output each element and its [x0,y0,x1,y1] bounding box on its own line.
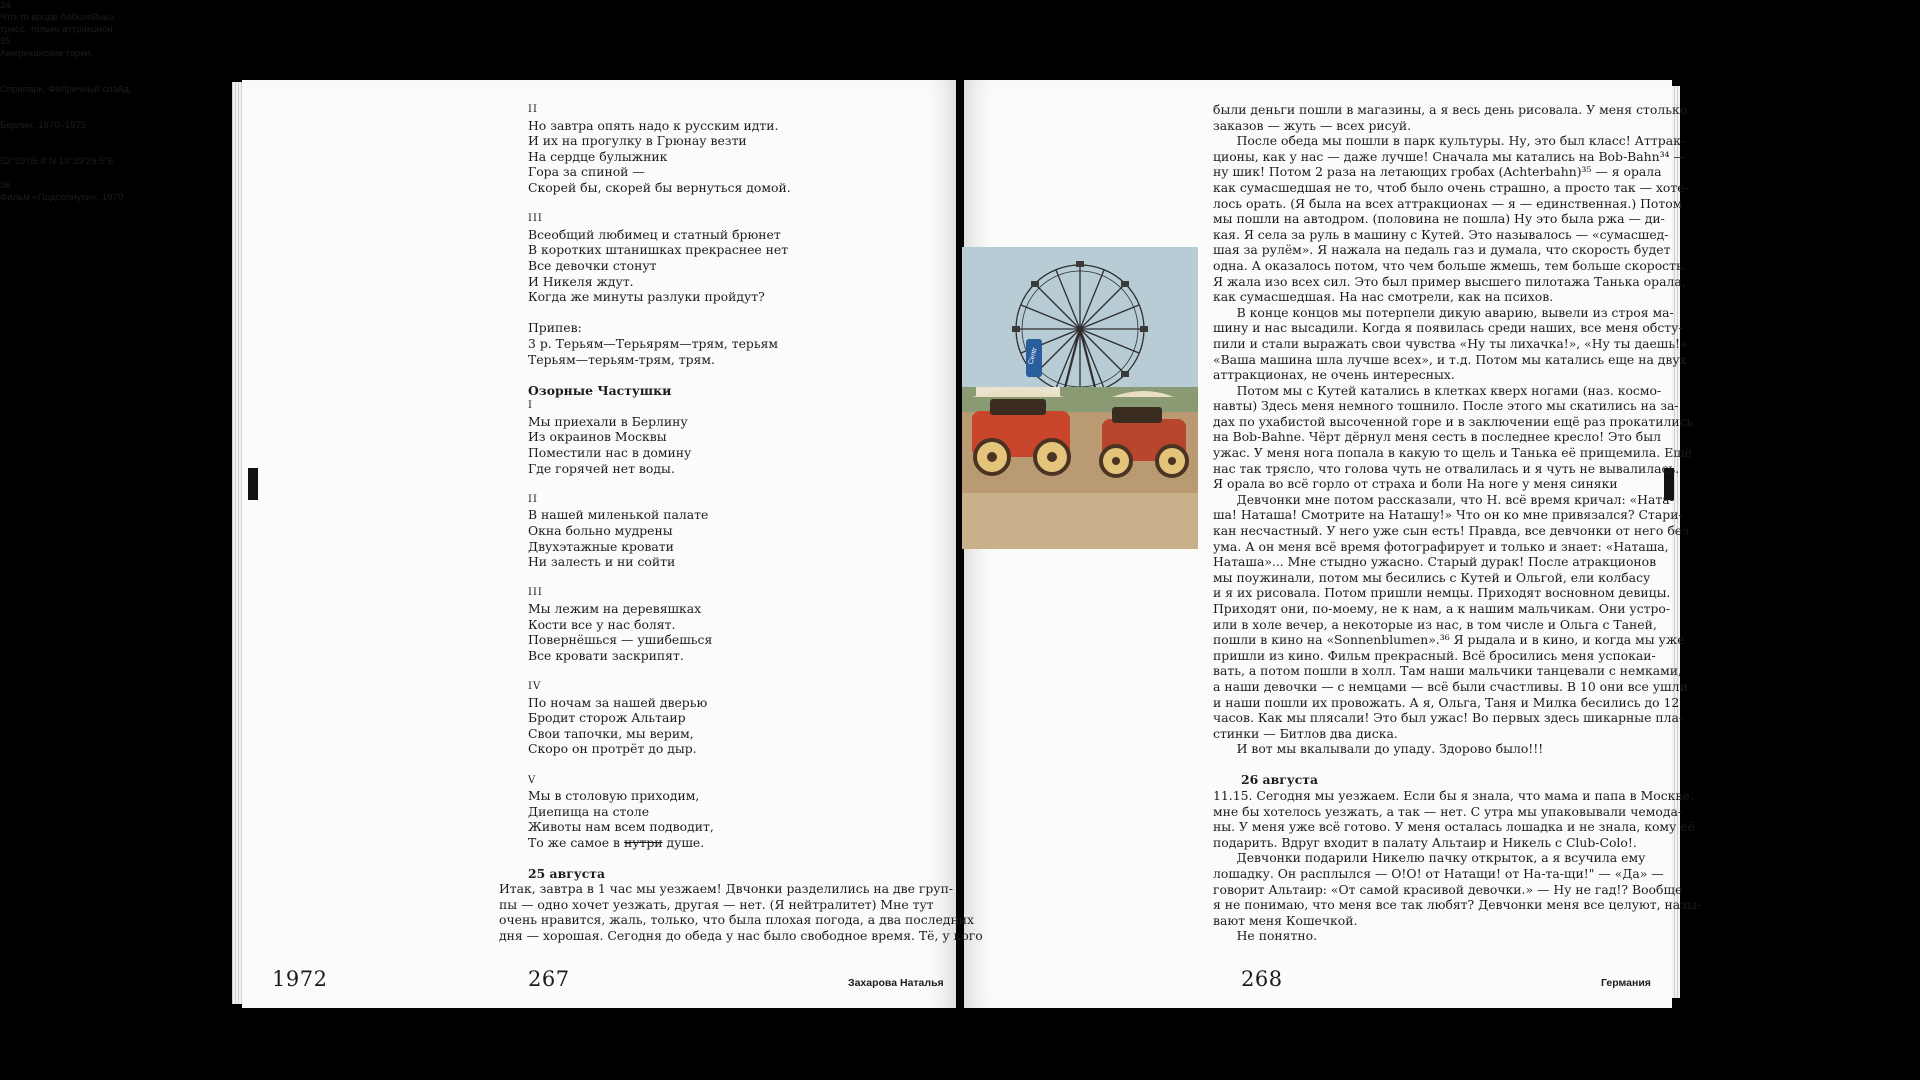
stanza-number: III [528,213,543,225]
footnote-text: Что-то вроде бобслейных трасс, только аттракцион. [0,12,116,35]
text-line: ны. У меня уже всё готово. У меня осталась лошадка и не знала, кому её [1213,819,1695,835]
section-heading: Озорные Частушки [528,382,672,398]
stanza-gap [528,851,791,867]
text-line: ума. А он меня всё время фотографирует и только и знает: «Наташа, [1213,538,1669,554]
text-line: а наши девочки — с немцами — всё были счастливы. В 10 они все ушли [1213,678,1688,694]
stanza-gap [528,196,791,212]
text-line: Мы приехали в Берлину [528,413,688,429]
text-line: лошадку. Он расплылся — О!О! от Натащи! от На-та-щи!" — «Да» — [1213,865,1664,881]
folio-page-right: 268 [1241,967,1283,991]
text-line: дах по ухабистой высоченной горе и в заключении ещё раз прокатились [1213,413,1694,429]
footnote-text: Фильм «Подсолнухи», 1970 [0,192,124,203]
stanza-number: II [528,104,538,115]
stanza-number: III [528,587,543,599]
text-line: мы пошли на автодром. (половина не пошла) Ну это была ржа — ди- [1213,211,1665,227]
text-line: И вот мы вкалывали до упаду. Здорово было!!! [1213,741,1544,757]
poem-text [528,102,791,882]
text-line: Итак, завтра в 1 час мы уезжаем! Двчонки разделились на две груп- [499,881,954,896]
footnote-number: 35 [0,36,11,47]
text-line: Наташа»... Мне стыдно ужасно. Старый дурак! После атракционов [1213,554,1657,570]
text-line: «Ваша машина шла лучше всех», и т.д. Потом мы катались еще на двух [1213,351,1687,367]
text-line: заказов — жуть — всех рисуй. [1213,117,1412,133]
text-line: Все кровати заскрипят. [528,647,684,663]
text-line: Кости все у нас болят. [528,616,676,632]
text-line: Я орала во всё горло от страха и боли На ноге у меня синяки [1213,476,1618,492]
text-line: пришли из кино. Фильм прекрасный. Всё бросились меня успокаи- [1213,647,1656,663]
text-line: Приходят они, по-моему, не к нам, а к нашим мальчикам. Они устро- [1213,601,1671,616]
text-line: пили и стали выражать свои чувства «Ну ты лихачка!», «Ну ты даешь!» [1213,335,1688,351]
text-line: Девчонки мне потом рассказали, что Н. всё время кричал: «Ната- [1213,491,1674,507]
stanza-gap [528,570,791,586]
running-head-country: Германия [1601,977,1651,989]
text-line: вать, а потом пошли в холл. Там наши мальчики танцевали с немками, [1213,663,1682,679]
text-line: ну шик! Потом 2 раза на летающих гробах (Achterbahn)³⁵ — я орала [1213,164,1662,180]
text-line: Всеобщий любимец и статный брюнет [528,226,781,242]
text-line: Гора за спиной — [528,164,645,180]
text-line: Свои тапочки, мы верим, [528,725,694,741]
text-line: мне бы хотелось уезжать, а так — нет. С утра мы упаковывали чемода- [1213,803,1683,819]
footnote-number: 36 [0,180,11,191]
text-line: шая за рулём». Я нажала на педаль газ и думала, что скорость будет [1213,242,1671,258]
text-line: Мы лежим на деревяшках [528,601,702,616]
stanza-gap [528,305,791,321]
text-line: Где горячей нет воды. [528,460,675,476]
text-line: я не понимаю, что меня все так любят? Девчонки меня все целуют, назы- [1213,897,1701,913]
text-line: Животы нам всем подводит, [528,819,714,835]
text-line: ужас. У меня нога попала в какую то щель и Танька её прищемила. Ещё [1213,445,1693,461]
text-line: Бродит сторож Альтаир [528,710,686,726]
entry-date-heading: 26 августа [1241,772,1318,787]
text-line: одна. А оказалось потом, что чем больше жмешь, тем больше скорость. [1213,257,1687,273]
text-line: подарить. Вдруг входит в палату Альтаир и Никель с Club-Colo!. [1213,834,1637,850]
ferris-wheel-illustration [962,247,1198,549]
photo-caption-coordinates: 52°29'05.4"N 13°29'29.5"E [0,156,115,167]
footnote-text: Американские горки. [0,48,93,59]
text-line: и я их рисовала. Потом пришли немцы. Приходят восновном девицы. [1213,585,1671,601]
diary-entry-text [499,881,983,943]
text-line: были деньги пошли в магазины, а я весь день рисовала. У меня столько [1213,102,1688,117]
stanza-gap [528,757,791,773]
stanza-gap [528,663,791,679]
text-line: Мы в столовую приходим, [528,788,700,804]
text-line: вают меня Кошечкой. [1213,912,1358,928]
text-line: То же самое в нутри душе. [528,834,705,850]
text-line: кан несчастный. У него уже сын есть! Правда, все девчонки от него без [1213,523,1689,539]
text-line: Потом мы с Кутей катались в клетках кверх ногами (наз. космо- [1213,382,1662,398]
text-line: навты) Здесь меня немного тошнило. После этого мы скатились на за- [1213,398,1679,414]
thumb-index-mark-left [248,468,258,500]
text-line: Не понятно. [1213,928,1318,944]
text-line: кая. Я села за руль в машину с Кутей. Это называлось — «сумасшед- [1213,226,1669,242]
stanza-number: V [528,774,537,786]
stanza-number: IV [528,680,542,692]
folio-page-left: 267 [528,967,570,991]
stanza-gap [528,476,791,492]
text-line: 3 р. Терьям—Терьярям—трям, терьям [528,335,779,351]
text-line: часов. Как мы плясали! Это был ужас! Во первых здесь шикарные пла- [1213,710,1684,726]
text-line: Когда же минуты разлуки пройдут? [528,289,765,305]
folio-year: 1972 [272,967,328,991]
photo-caption-line: Сприпарк, Фабричный слайд, [0,84,132,95]
text-line: пошли в кино на «Sonnenblumen».³⁶ Я рыдала и в кино, и когда мы уже [1213,632,1685,648]
text-line: шину и нас высадили. Когда я появилась среди наших, все меня обсту- [1213,320,1683,336]
stanza-number: II [528,493,538,505]
text-line: стинки — Битлов два диска. [1213,725,1398,741]
text-line: На сердце булыжник [528,148,668,164]
text-line: Ни залесть и ни сойти [528,554,676,570]
text-line: нас так трясло, что голова чуть не отвалилась и я чуть не вывалилась. [1213,460,1680,476]
text-line: ша! Наташа! Смотрите на Наташу!» Что он ко мне привязался? Стари- [1213,507,1683,523]
text-line: Припев: [528,320,582,336]
text-line: В нашей миленькой палате [528,507,709,523]
text-line: Девчонки подарили Никелю пачку открыток, а я всучила ему [1213,850,1646,866]
text-line: Поместили нас в домину [528,445,692,461]
text-line: лось орать. (Я была на всех аттракционах — я — единственная.) Потом [1213,195,1683,211]
text-line: и наши пошли их провожать. А я, Ольга, Таня и Милка бесились до 12 [1213,694,1680,710]
text-line: Терьям—терьям-трям, трям. [528,351,715,367]
text-line: пы — одно хочет уезжать, другая — нет. (Я нейтралитет) Мне тут [499,896,934,912]
text-line: Все девочки стонут [528,257,657,273]
text-line: Я жала изо всех сил. Это был пример высшего пилотажа Танька орала, [1213,273,1686,289]
text-line: И Никеля ждут. [528,273,634,289]
stanza-gap [528,367,791,383]
amusement-park-photo [962,247,1198,549]
text-line: В конце концов мы потерпели дикую аварию, вывели из строя ма- [1213,304,1674,320]
text-line: мы поужинали, потом мы бесились с Кутей и Ольгой, ели колбасу [1213,569,1651,585]
text-line: Повернёшься — ушибешься [528,632,713,648]
text-line: как сумасшедшая не то, чтоб было очень страшно, а просто так — хоте- [1213,179,1689,195]
text-line: говорит Альтаир: «От самой красивой девочки.» — Ну не гад!? Вообще [1213,881,1683,897]
text-line: Окна больно мудрены [528,523,673,539]
text-line: Двухэтажные кровати [528,538,674,554]
text-line: очень нравится, жаль, только, что была плохая погода, а два последних [499,912,975,928]
text-line: дня — хорошая. Сегодня до обеда у нас было свободное время. Тё, у кого [499,927,983,943]
footnote-number: 34 [0,0,11,11]
photo-caption-line: Берлин, 1970–1975 [0,120,87,131]
text-line: аттракционах, не очень интересных. [1213,367,1455,383]
text-line: Но завтра опять надо к русским идти. [528,117,779,133]
text-line: на Bob-Bahne. Чёрт дёрнул меня сесть в последнее кресло! Это был [1213,429,1661,445]
text-line: После обеда мы пошли в парк культуры. Ну, это был класс! Аттрак- [1213,133,1686,149]
diary-entry-text [1213,102,1693,757]
text-line: Скорей бы, скорей бы вернуться домой. [528,179,791,195]
text-line: ционы, как у нас — даже лучше! Сначала мы катались на Bob-Bahn³⁴ — [1213,148,1686,164]
text-line: Диепища на столе [528,803,650,819]
running-head-author: Захарова Наталья [848,977,944,989]
struck-word: нутри [623,834,663,850]
text-line: В коротких штанишках прекраснее нет [528,242,789,258]
text-line: как сумасшедшая. На нас смотрели, как на психов. [1213,289,1554,305]
text-line: По ночам за нашей дверью [528,694,708,710]
section-heading: 25 августа [528,866,605,882]
diary-entry-text-2 [1213,788,1701,944]
text-line: И их на прогулку в Грюнау везти [528,133,747,149]
text-line: или в холе вечер, а некоторые из нас, в том числе и Ольга с Таней, [1213,616,1657,632]
text-line: Скоро он протрёт до дыр. [528,741,697,757]
text-line: 11.15. Сегодня мы уезжаем. Если бы я знала, что мама и папа в Москве, [1213,788,1694,803]
stanza-number: I [528,400,533,412]
photo-sign-text: Centr [1027,346,1039,366]
text-line: Из окраинов Москвы [528,429,667,445]
